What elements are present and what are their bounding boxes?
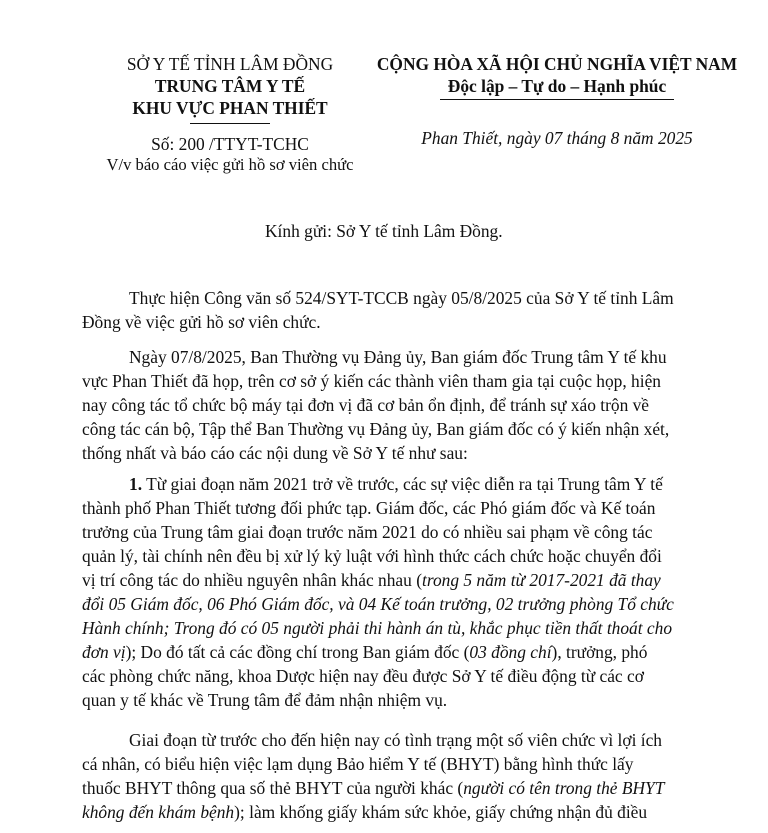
paragraph-3-line: quản lý, tài chính nên đều bị xử lý kỷ luật với hình thức cách chức hoặc chuyển đổi <box>82 546 662 566</box>
paragraph-2-line: Ngày 07/8/2025, Ban Thường vụ Đảng ủy, Ban giám đốc Trung tâm Y tế khu <box>129 347 667 367</box>
issuing-unit-line1: TRUNG TÂM Y TẾ <box>154 76 306 96</box>
paragraph-3-line: các phòng chức năng, khoa Dược hiện nay đều được Sở Y tế điều động từ các cơ <box>82 666 644 686</box>
paragraph-3-line: 1. Từ giai đoạn năm 2021 trở về trước, các sự việc diễn ra tại Trung tâm Y tế <box>129 474 663 494</box>
paragraph-2-line: công tác cán bộ, Tập thể Ban Thường vụ Đảng ủy, Ban giám đốc có ý kiến nhận xét, <box>82 419 670 439</box>
paragraph-1 <box>82 286 714 334</box>
paragraph-1-line: Đồng về việc gửi hồ sơ viên chức. <box>82 312 321 332</box>
paragraph-2-line: thống nhất và báo cáo các nội dung về Sở Y tế như sau: <box>82 443 468 463</box>
issuing-authority: SỞ Y TẾ TỈNH LÂM ĐỒNG <box>126 54 334 74</box>
country-name: CỘNG HÒA XÃ HỘI CHỦ NGHĨA VIỆT NAM <box>376 54 738 74</box>
paragraph-3-line: trưởng của Trung tâm giai đoạn trước năm 2021 do có nhiều sai phạm về công tác <box>82 522 653 542</box>
paragraph-2 <box>82 345 714 465</box>
paragraph-1-line: Thực hiện Công văn số 524/SYT-TCCB ngày 05/8/2025 của Sở Y tế tỉnh Lâm <box>129 288 674 308</box>
issuing-unit-line2: KHU VỰC PHAN THIẾT <box>132 98 328 118</box>
paragraph-2-line: nay công tác tổ chức bộ máy tại đơn vị đã cơ bản ổn định, để tránh sự xáo trộn về <box>82 395 650 415</box>
paragraph-4 <box>82 728 714 824</box>
place-and-date: Phan Thiết, ngày 07 tháng 8 năm 2025 <box>421 128 693 148</box>
paragraph-4-line: không đến khám bệnh); làm khống giấy khám sức khỏe, giấy chứng nhận đủ điều <box>82 802 648 822</box>
paragraph-3-line: thành phố Phan Thiết tương đối phức tạp. Giám đốc, các Phó giám đốc và Kế toán <box>82 498 656 518</box>
paragraph-3-line: đổi 05 Giám đốc, 06 Phó Giám đốc, và 04 Kế toán trưởng, 02 trưởng phòng Tổ chức <box>82 594 674 614</box>
national-motto: Độc lập – Tự do – Hạnh phúc <box>447 76 667 96</box>
paragraph-4-line: thuốc BHYT thông qua số thẻ BHYT của người khác (người có tên trong thẻ BHYT <box>82 778 665 798</box>
paragraph-2-line: vực Phan Thiết đã họp, trên cơ sở ý kiến các thành viên tham gia tại cuộc họp, hiện <box>82 371 662 391</box>
document-number: Số: 200 /TTYT-TCHC <box>151 134 309 154</box>
motto-underline <box>440 99 674 100</box>
paragraph-3-line: vị trí công tác do nhiều nguyên nhân khác nhau (trong 5 năm từ 2017-2021 đã thay <box>82 570 661 590</box>
paragraph-3-line: đơn vị); Do đó tất cả các đồng chí trong Ban giám đốc (03 đồng chí), trưởng, phó <box>82 642 648 662</box>
paragraph-3-line: quan y tế khác về Trung tâm để đảm nhận nhiệm vụ. <box>82 690 448 710</box>
left-header-underline <box>190 123 270 124</box>
recipient-line: Kính gửi: Sở Y tế tỉnh Lâm Đồng. <box>265 221 503 241</box>
item-number: 1. <box>129 474 143 494</box>
paragraph-3-line: Hành chính; Trong đó có 05 người phải thi hành án tù, khắc phục tiền thất thoát cho <box>82 618 673 638</box>
document-subject: V/v báo cáo việc gửi hồ sơ viên chức <box>106 155 354 174</box>
paragraph-3 <box>82 472 714 712</box>
paragraph-4-line: Giai đoạn từ trước cho đến hiện nay có tình trạng một số viên chức vì lợi ích <box>129 730 662 750</box>
paragraph-4-line: cá nhân, có biểu hiện việc lạm dụng Bảo hiểm Y tế (BHYT) bằng hình thức lấy <box>82 754 634 774</box>
